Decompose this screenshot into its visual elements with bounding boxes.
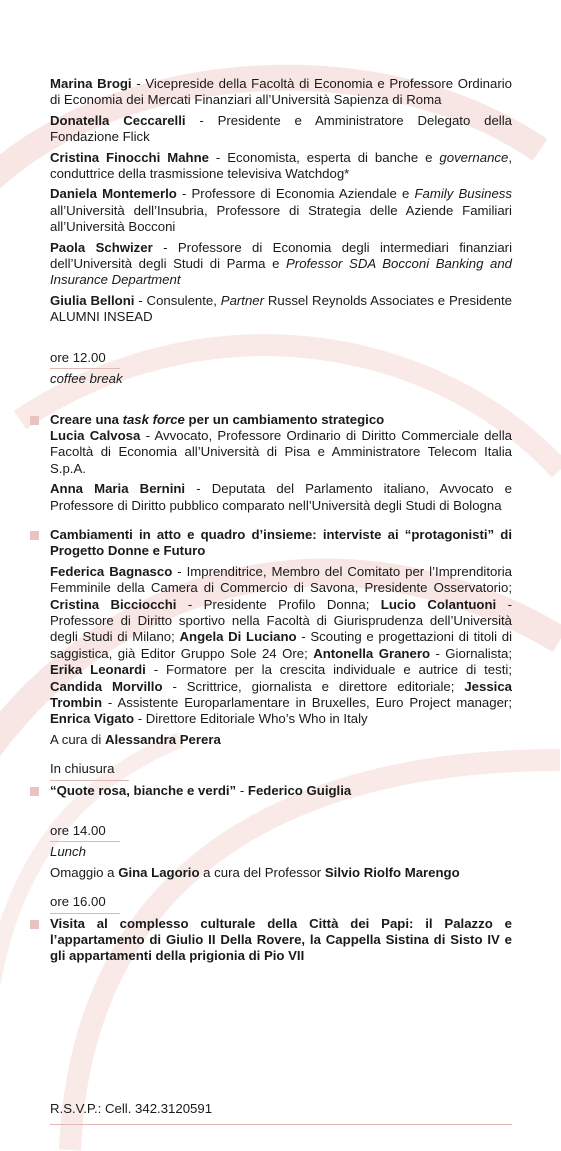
participant-finocchi: Cristina Finocchi Mahne - Economista, esperta di banche e governance, conduttrice della trasmissione televisiva Watchdog* bbox=[50, 149, 512, 182]
visit-title: Visita al complesso culturale della Città dei Papi: il Palazzo e l’appartamento di Giulio II Della Rovere, la Cappella Sistina di Sisto IV e gli appartamenti della prigionia di Pio VII bbox=[50, 915, 512, 964]
participant-schwizer: Paola Schwizer - Professore di Economia degli intermediari finanziari dell’Università degli Studi di Parma e Professor SDA Bocconi Banking and Insurance Department bbox=[50, 239, 512, 288]
rsvp-contact: R.S.V.P.: Cell. 342.3120591 bbox=[50, 1101, 213, 1116]
time-12: ore 12.00 bbox=[50, 350, 120, 369]
participant-ceccarelli: Donatella Ceccarelli - Presidente e Amministratore Delegato della Fondazione Flick bbox=[50, 112, 512, 145]
bullet-icon bbox=[30, 787, 39, 796]
section-title: Creare una task force per un cambiamento strategico bbox=[50, 411, 385, 427]
time-14: ore 14.00 bbox=[50, 823, 120, 842]
tribute: Omaggio a Gina Lagorio a cura del Professor Silvio Riolfo Marengo bbox=[50, 864, 460, 880]
footer-divider bbox=[50, 1124, 512, 1125]
time-16: ore 16.00 bbox=[50, 894, 120, 913]
participant-bernini: Anna Maria Bernini - Deputata del Parlamento italiano, Avvocato e Professore di Diritto pubblico comparato nell’Università degli Studi di Bologna bbox=[50, 481, 512, 513]
bullet-icon bbox=[30, 920, 39, 929]
coffee-break: coffee break bbox=[50, 371, 123, 387]
lunch-label: Lunch bbox=[50, 844, 86, 860]
closing-talk: “Quote rosa, bianche e verdi” - Federico Guiglia bbox=[50, 782, 352, 798]
curated-by: A cura di Alessandra Perera bbox=[50, 731, 221, 747]
participant-brogi: Marina Brogi - Vicepreside della Facoltà di Economia e Professore Ordinario di Economia dei Mercati Finanziari all’Università Sapienza di Roma bbox=[50, 76, 512, 108]
bullet-icon bbox=[30, 416, 39, 425]
section-task-force bbox=[50, 412, 512, 514]
participant-montemerlo: Daniela Montemerlo - Professore di Economia Aziendale e Family Business all’Università dell’Insubria, Professore di Strategia delle Aziende Familiari all’Università Bocconi bbox=[50, 186, 512, 235]
section-closing bbox=[50, 783, 512, 799]
participant-belloni: Giulia Belloni - Consulente, Partner Russel Reynolds Associates e Presidente ALUMNI INSEAD bbox=[50, 292, 512, 325]
section-title: Cambiamenti in atto e quadro d’insieme: interviste ai “protagonisti” di Progetto Donne e Futuro bbox=[50, 526, 512, 559]
closing-label: In chiusura bbox=[50, 761, 129, 780]
participant-calvosa: Lucia Calvosa - Avvocato, Professore Ordinario di Diritto Commerciale della Facoltà di Economia all’Università di Pisa e Amministratore Telecom Italia S.p.A. bbox=[50, 427, 513, 476]
section-visit bbox=[50, 916, 512, 965]
interview-participants: Federica Bagnasco - Imprenditrice, Membro del Comitato per l’Imprenditoria Femminile della Camera di Commercio di Savona, Presidente Osservatorio; Cristina Bicciocchi - Presidente Profilo Donna; Lucio Colantuoni - Professore di Diritto sportivo nella Facoltà di Giurisprudenza dell’Università degli Studi di Milano; Angela Di Luciano - Scouting e progettazioni di titoli di saggistica, già Editor Gruppo Sole 24 Ore; Antonella Granero - Giornalista; Erika Leonardi - Formatore per la crescita individuale e autrice di testi; Candida Morvillo - Scrittrice, giornalista e direttore editoriale; Jessica Trombin - Assistente Europarlamentare in Bruxelles, Euro Project manager; Enrica Vigato - Direttore Editoriale Who’s Who in Italy bbox=[50, 563, 513, 727]
bullet-icon bbox=[30, 531, 39, 540]
section-interviews bbox=[50, 527, 512, 748]
program-content bbox=[50, 76, 512, 965]
